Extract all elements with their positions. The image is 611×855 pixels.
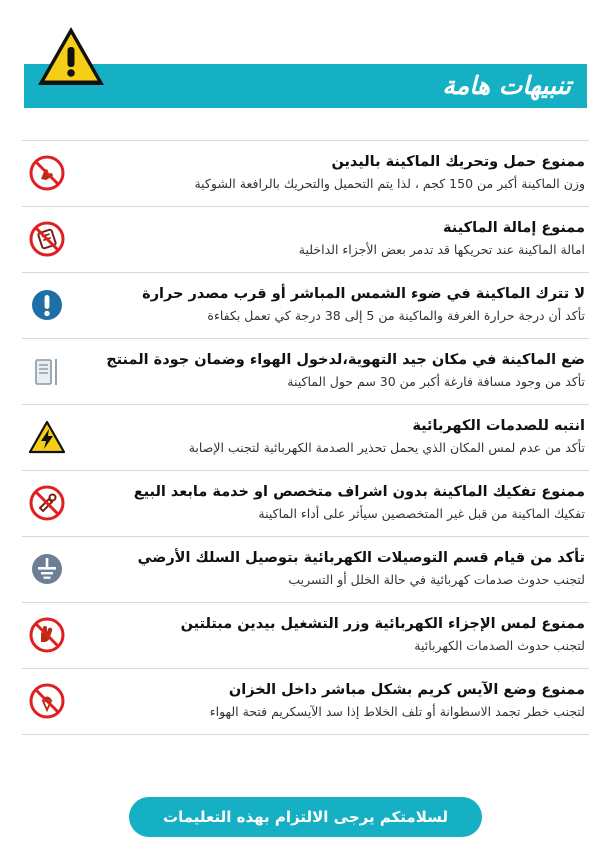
warning-subtitle: لتجنب حدوث صدمات كهربائية في حالة الخلل أو التسريب [288, 572, 585, 588]
page-header [0, 0, 611, 118]
warning-row [22, 537, 589, 603]
prohibited-wet-hands-icon [22, 612, 72, 658]
warning-subtitle: لتجنب حدوث الصدمات الكهربائية [414, 638, 585, 654]
prohibited-disassembly-icon [22, 480, 72, 526]
warning-text [72, 218, 589, 260]
warning-text [72, 680, 589, 722]
warning-row [22, 273, 589, 339]
exclamation-circle-icon [22, 282, 72, 328]
warning-row [22, 669, 589, 735]
warning-triangle-icon [36, 24, 106, 88]
warning-row [22, 207, 589, 273]
warning-text [72, 152, 589, 194]
warning-title: ممنوع وضع الآيس كريم بشكل مباشر داخل الخزان [228, 682, 585, 699]
warning-text [72, 482, 589, 524]
warning-title: لا تترك الماكينة في ضوء الشمس المباشر أو قرب مصدر حرارة [142, 286, 585, 303]
warning-row [22, 603, 589, 669]
warning-row [22, 140, 589, 207]
prohibited-tilt-machine-icon [22, 216, 72, 262]
warning-subtitle: تأكد من عدم لمس المكان الذي يحمل تحذير الصدمة الكهربائية لتجنب الإصابة [188, 440, 585, 456]
warning-text [72, 350, 589, 392]
grounding-earth-icon [22, 546, 72, 592]
warning-title: تأكد من قيام قسم التوصيلات الكهربائية بتوصيل السلك الأرضي [137, 550, 585, 567]
warning-subtitle: تأكد من وجود مسافة فارغة أكبر من 30 سم حول الماكينة [287, 374, 585, 390]
warning-row [22, 471, 589, 537]
warning-title: ممنوع حمل وتحريك الماكينة باليدين [331, 154, 585, 171]
electric-shock-hazard-icon [22, 414, 72, 460]
warning-text [72, 416, 589, 458]
warning-subtitle: وزن الماكينة أكبر من 150 كجم ، لذا يتم التحميل والتحريك بالرافعة الشوكية [194, 176, 585, 192]
safety-instructions-button[interactable]: لسلامتكم يرجى الالتزام بهذه التعليمات [129, 797, 482, 837]
warning-subtitle: تفكيك الماكينة من قبل غير المتخصصين سيأثر على أداء الماكينة [258, 506, 585, 522]
warning-title: ممنوع تفكيك الماكينة بدون اشراف متخصص او خدمة مابعد البيع [133, 484, 585, 501]
warning-title: ممنوع إمالة الماكينة [443, 220, 585, 237]
footer [0, 797, 611, 837]
warning-row [22, 405, 589, 471]
warning-row [22, 339, 589, 405]
warning-text [72, 548, 589, 590]
page-title: تنبيهات هامة [442, 71, 571, 100]
warning-text [72, 284, 589, 326]
warning-title: انتبه للصدمات الكهربائية [412, 418, 585, 435]
prohibited-ice-cream-in-tank-icon [22, 678, 72, 724]
warning-title: ممنوع لمس الإجزاء الكهربائية وزر التشغيل بيدين مبتلتين [180, 616, 585, 633]
warning-subtitle: امالة الماكينة عند تحريكها قد تدمر بعض الأجزاء الداخلية [298, 242, 585, 258]
prohibited-lift-by-hand-icon [22, 150, 72, 196]
warning-text [72, 614, 589, 656]
ventilation-clearance-icon [22, 348, 72, 394]
warnings-list [0, 140, 611, 735]
warning-subtitle: تأكد أن درجة حرارة الغرفة والماكينة من 5 إلى 38 درجة كي تعمل بكفاءة [207, 308, 585, 324]
warning-subtitle: لتجنب خطر تجمد الاسطوانة أو تلف الخلاط إذا سد الآيسكريم فتحة الهواء [209, 704, 585, 720]
warning-title: ضع الماكينة في مكان جيد التهوية،لدخول الهواء وضمان جودة المنتج [106, 352, 585, 369]
